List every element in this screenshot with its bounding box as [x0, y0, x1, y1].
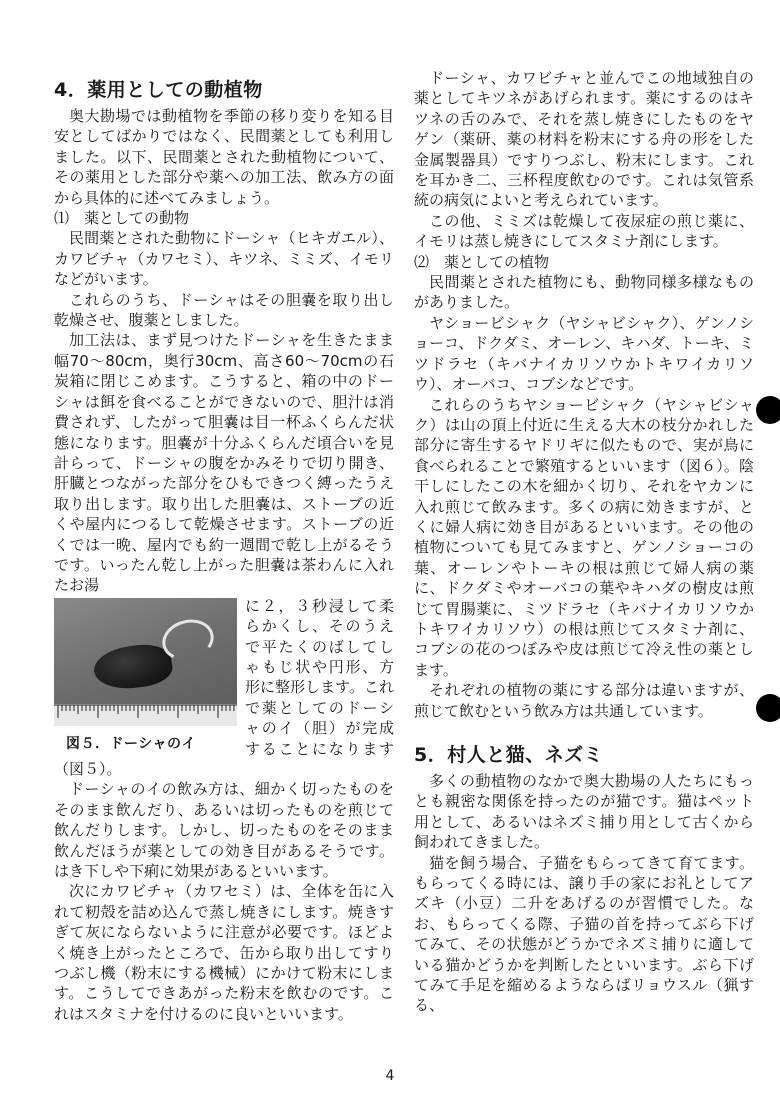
paragraph-gallbladder: これらのうち、ドーシャはその胆嚢を取り出し乾燥させ、腹薬としました。 — [54, 290, 394, 330]
paragraph-cat-keeping: 猫を飼う場合、子猫をもらってきて育てます。もらってくる時には、譲り手の家にお礼としてアズキ（小豆）二升をあげるのが習慣でした。なお、もらってくる際、子猫の首を持ってぶら下げてみて、その状態がどうかでネズミ捕りに適している猫かどうかを判断したといいます。ぶら下げてみて手足を縮めるようならばリョウスル（猟する、 — [414, 853, 754, 1015]
left-column — [54, 68, 394, 1024]
right-column — [414, 68, 754, 1016]
binder-hole-bottom — [756, 694, 780, 722]
section-5-heading: 5．村人と猫、ネズミ — [414, 744, 604, 766]
section-4-intro: 奥大勘場では動植物を季節の移り変りを知る目安としてばかりではなく、民間薬としても利用しました。以下、民間薬とされた動植物について、その薬用とした部分や薬への加工法、飲み方の面から具体的に述べてみましょう。 — [54, 107, 394, 207]
ruler-scale — [54, 704, 237, 726]
binder-hole-top — [756, 396, 780, 424]
figure-5 — [54, 598, 237, 754]
paragraph-animals: 民間薬とされた動物にドーシャ（ヒキガエル）、カワビチャ（カワセミ）、キツネ、ミミズ、イモリなどがいます。 — [54, 229, 394, 289]
page-number: 4 — [385, 1068, 395, 1084]
paragraph-cats-intro: 多くの動植物のなかで奥大勘場の人たちにもっとも親密な関係を持ったのが猫です。猫はペット用として、あるいはネズミ捕り用として古くから飼われてきました。 — [414, 772, 754, 852]
paragraph-fox: ドーシャ、カワビチャと並んでこの地域独自の薬としてキツネがあげられます。薬にするのはキツネの舌のみで、それを蒸し焼きにしたものをヤゲン（薬研、薬の材料を粉末にする舟の形をした金属製器具）ですりつぶし、粉末にします。これを耳かき二、三杯程度飲むのです。これは気管系統の病気によいと考えられています。 — [414, 69, 754, 210]
subsection-2-heading: ⑵ 薬としての植物 — [414, 252, 550, 271]
dosha-no-i-photo — [54, 598, 237, 726]
paragraph-earthworm-newt: この他、ミミズは乾燥して夜尿症の煎じ薬に、イモリは蒸し焼きにしてスタミナ剤にします。 — [414, 211, 754, 251]
paragraph-how-to-drink: ドーシャのイの飲み方は、細かく切ったものをそのまま飲んだり、あるいは切ったものを煎じて飲んだりします。しかし、切ったものをそのまま飲んだほうが薬としての効き目があるそうです。はき下しや下痢に効果があるといいます。 — [54, 780, 394, 881]
subsection-1-heading: ⑴ 薬としての動物 — [54, 209, 190, 228]
section-4-heading: 4．薬用としての動植物 — [54, 79, 263, 101]
paragraph-yashabishaku: これらのうちヤショービシャク（ヤシャビシャク）は山の頂上付近に生える大木の枝分かれした部分に寄生するヤドリギに似たもので、実が鳥に食べられることで繁殖するといいます（図６）。陰干しにしたこの木を細かく切り、それをヤカンに入れ煎じて飲みます。多くの病に効きますが、とくに婦人病に効き目があるといいます。その他の植物についても見てみますと、ゲンノショーコの葉、オーレンやトーキの根は煎じて婦人病の薬に、ドクダミやオーバコの葉やキハダの樹皮は煎じて胃腸薬に、ミツドラセ（キバナイカリソウかトキワイカリソウ）の根は煎じてスタミナ剤に、コブシの花のつぼみや皮は煎じて冷え性の薬とします。 — [414, 395, 754, 679]
paragraph-processing: 加工法は、まず見つけたドーシャを生きたまま幅70～80cm，奥行30cm、高さ60～70cmの石炭箱に閉じこめます。こうすると、箱の中のドーシャは餌を食べることができないので、胆汁は消費されず、したがって胆嚢は目一杯ふくらんだ状態になります。胆嚢が十分ふくらんだ頃合いを見計らって、ドーシャの腹をかみそりで切り開き、肝臓とつながった部分をひもできつく縛ったうえ取り出します。取り出した胆嚢は、ストーブの近くや屋内につるして乾燥させます。ストーブの近くでは一晩、屋内でも約一週間で乾し上がるそうです。いったん乾し上がった胆嚢は茶わんに入れたお湯 — [54, 331, 394, 595]
figure-5-caption: 図５．ドーシャのイ — [66, 735, 196, 752]
paragraph-plant-list: ヤショービシャク（ヤシャビシャク）、ゲンノショーコ、ドクダミ、オーレン、キハダ、トーキ、ミツドラセ（キバナイカリソウかトキワイカリソウ）、オーバコ、コブシなどです。 — [414, 313, 754, 394]
paragraph-plants: 民間薬とされた植物にも、動物同様多様なものがありました。 — [414, 273, 754, 312]
paragraph-common-method: それぞれの植物の薬にする部分は違いますが、煎じて飲むという飲み方は共通しています。 — [414, 681, 754, 720]
paragraph-kawabicha: 次にカワビチャ（カワセミ）は、全体を缶に入れて籾殻を詰め込んで蒸し焼きにします。焼きすぎて灰にならないように注意が必要です。ほどよく焼き上がったところで、缶から取り出してすりつぶし機（粉末にする機械）にかけて粉末にします。こうしてできあがった粉末を飲むのです。これはスタミナを付けるのに良いといいます。 — [54, 882, 394, 1023]
paragraph-processing-continued: に２，３秒浸して柔らかくし、そのうえで平たくのばしてしゃもじ状や円形、方形に整形します。これで薬としてのドーシャのイ（胆）が完成することになります（図５）。 — [54, 596, 394, 778]
figure-block — [54, 596, 394, 780]
dried-gallbladder-shape — [91, 641, 174, 693]
